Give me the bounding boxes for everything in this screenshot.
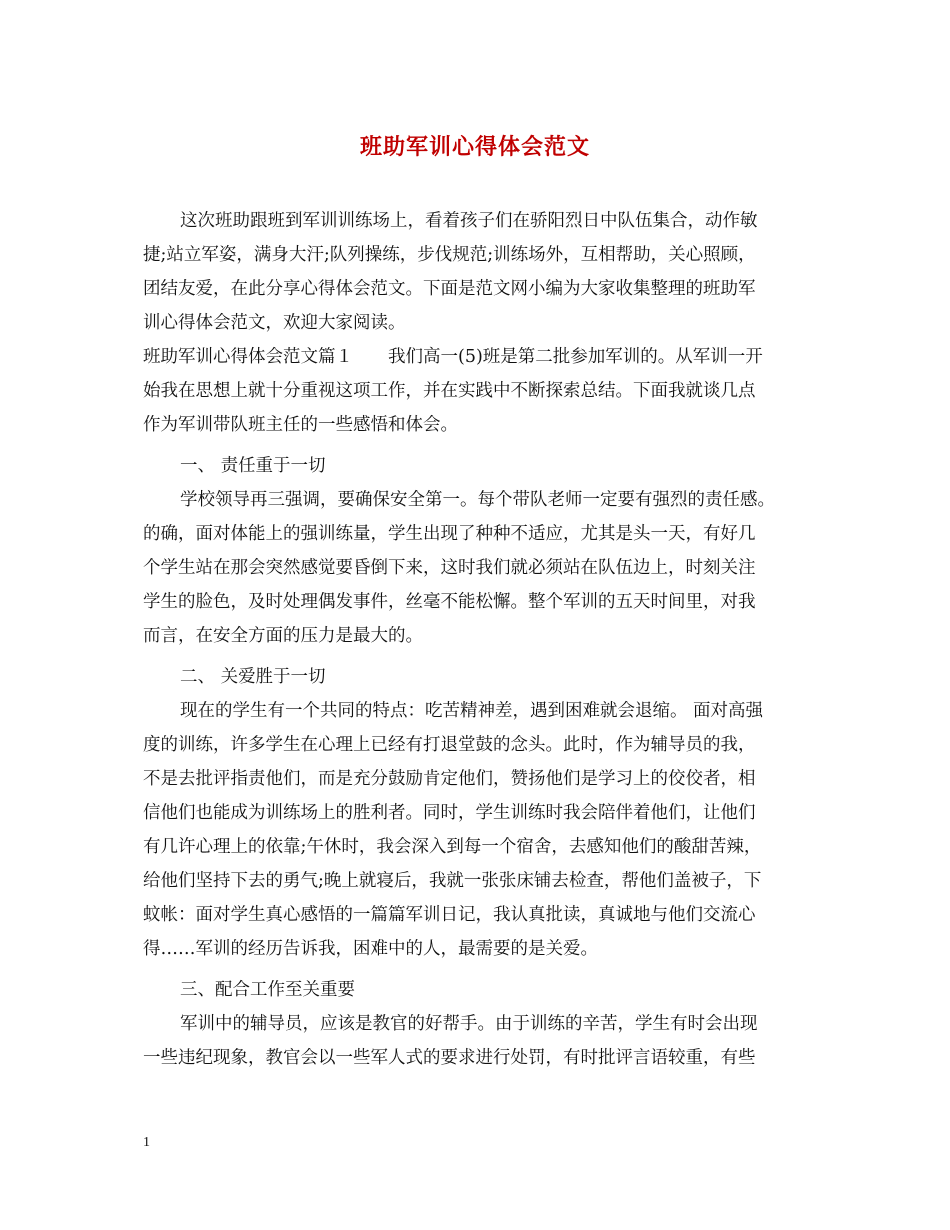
body-line: 作为军训带队班主任的一些感悟和体会。 <box>143 415 458 435</box>
body-line: 一些违纪现象，教官会以一些军人式的要求进行处罚，有时批评言语较重，有些 <box>143 1048 756 1068</box>
body-line: 度的训练，许多学生在心理上已经有打退堂鼓的念头。此时，作为辅导员的我， <box>143 735 756 755</box>
body-line: 这次班助跟班到军训训练场上，看着孩子们在骄阳烈日中队伍集合，动作敏 <box>180 211 758 231</box>
body-line: 学生的脸色，及时处理偶发事件，丝毫不能松懈。整个军训的五天时间里，对我 <box>143 592 756 612</box>
body-line: 班助军训心得体会范文篇１ 我们高一(5)班是第二批参加军训的。从军训一开 <box>143 347 763 367</box>
body-line: 团结友爱，在此分享心得体会范文。下面是范文网小编为大家收集整理的班助军 <box>143 279 756 299</box>
body-line: 现在的学生有一个共同的特点：吃苦精神差，遇到困难就会退缩。 面对高强 <box>180 701 764 721</box>
section-heading: 二、 关爱胜于一切 <box>180 667 326 687</box>
body-line: 个学生站在那会突然感觉要昏倒下来，这时我们就必须站在队伍边上，时刻关注 <box>143 558 756 578</box>
document-title: 班助军训心得体会范文 <box>359 134 590 160</box>
body-line: 给他们坚持下去的勇气;晚上就寝后，我就一张张床铺去检查，帮他们盖被子，下 <box>143 871 762 891</box>
body-line: 捷;站立军姿，满身大汗;队列操练，步伐规范;训练场外，互相帮助，关心照顾， <box>143 245 756 265</box>
body-line: 始我在思想上就十分重视这项工作，并在实践中不断探索总结。下面我就谈几点 <box>143 381 756 401</box>
body-line: 得……军训的经历告诉我，困难中的人，最需要的是关爱。 <box>143 939 598 959</box>
body-line: 而言，在安全方面的压力是最大的。 <box>143 626 423 646</box>
body-line: 学校领导再三强调，要确保安全第一。每个带队老师一定要有强烈的责任感。 <box>180 490 775 510</box>
body-line: 信他们也能成为训练场上的胜利者。同时，学生训练时我会陪伴着他们，让他们 <box>143 803 756 823</box>
body-line: 蚊帐：面对学生真心感悟的一篇篇军训日记，我认真批读，真诚地与他们交流心 <box>143 905 756 925</box>
section-heading: 三、配合工作至关重要 <box>180 980 355 1000</box>
body-line: 训心得体会范文，欢迎大家阅读。 <box>143 313 406 333</box>
body-line: 有几许心理上的依靠;午休时，我会深入到每一个宿舍，去感知他们的酸甜苦辣， <box>143 837 762 857</box>
body-line: 军训中的辅导员，应该是教官的好帮手。由于训练的辛苦，学生有时会出现 <box>180 1014 758 1034</box>
body-line: 不是去批评指责他们，而是充分鼓励肯定他们，赞扬他们是学习上的佼佼者，相 <box>143 769 756 789</box>
section-heading: 一、 责任重于一切 <box>180 456 326 476</box>
page-number: 1 <box>143 1135 150 1150</box>
body-line: 的确，面对体能上的强训练量，学生出现了种种不适应，尤其是头一天，有好几 <box>143 524 756 544</box>
